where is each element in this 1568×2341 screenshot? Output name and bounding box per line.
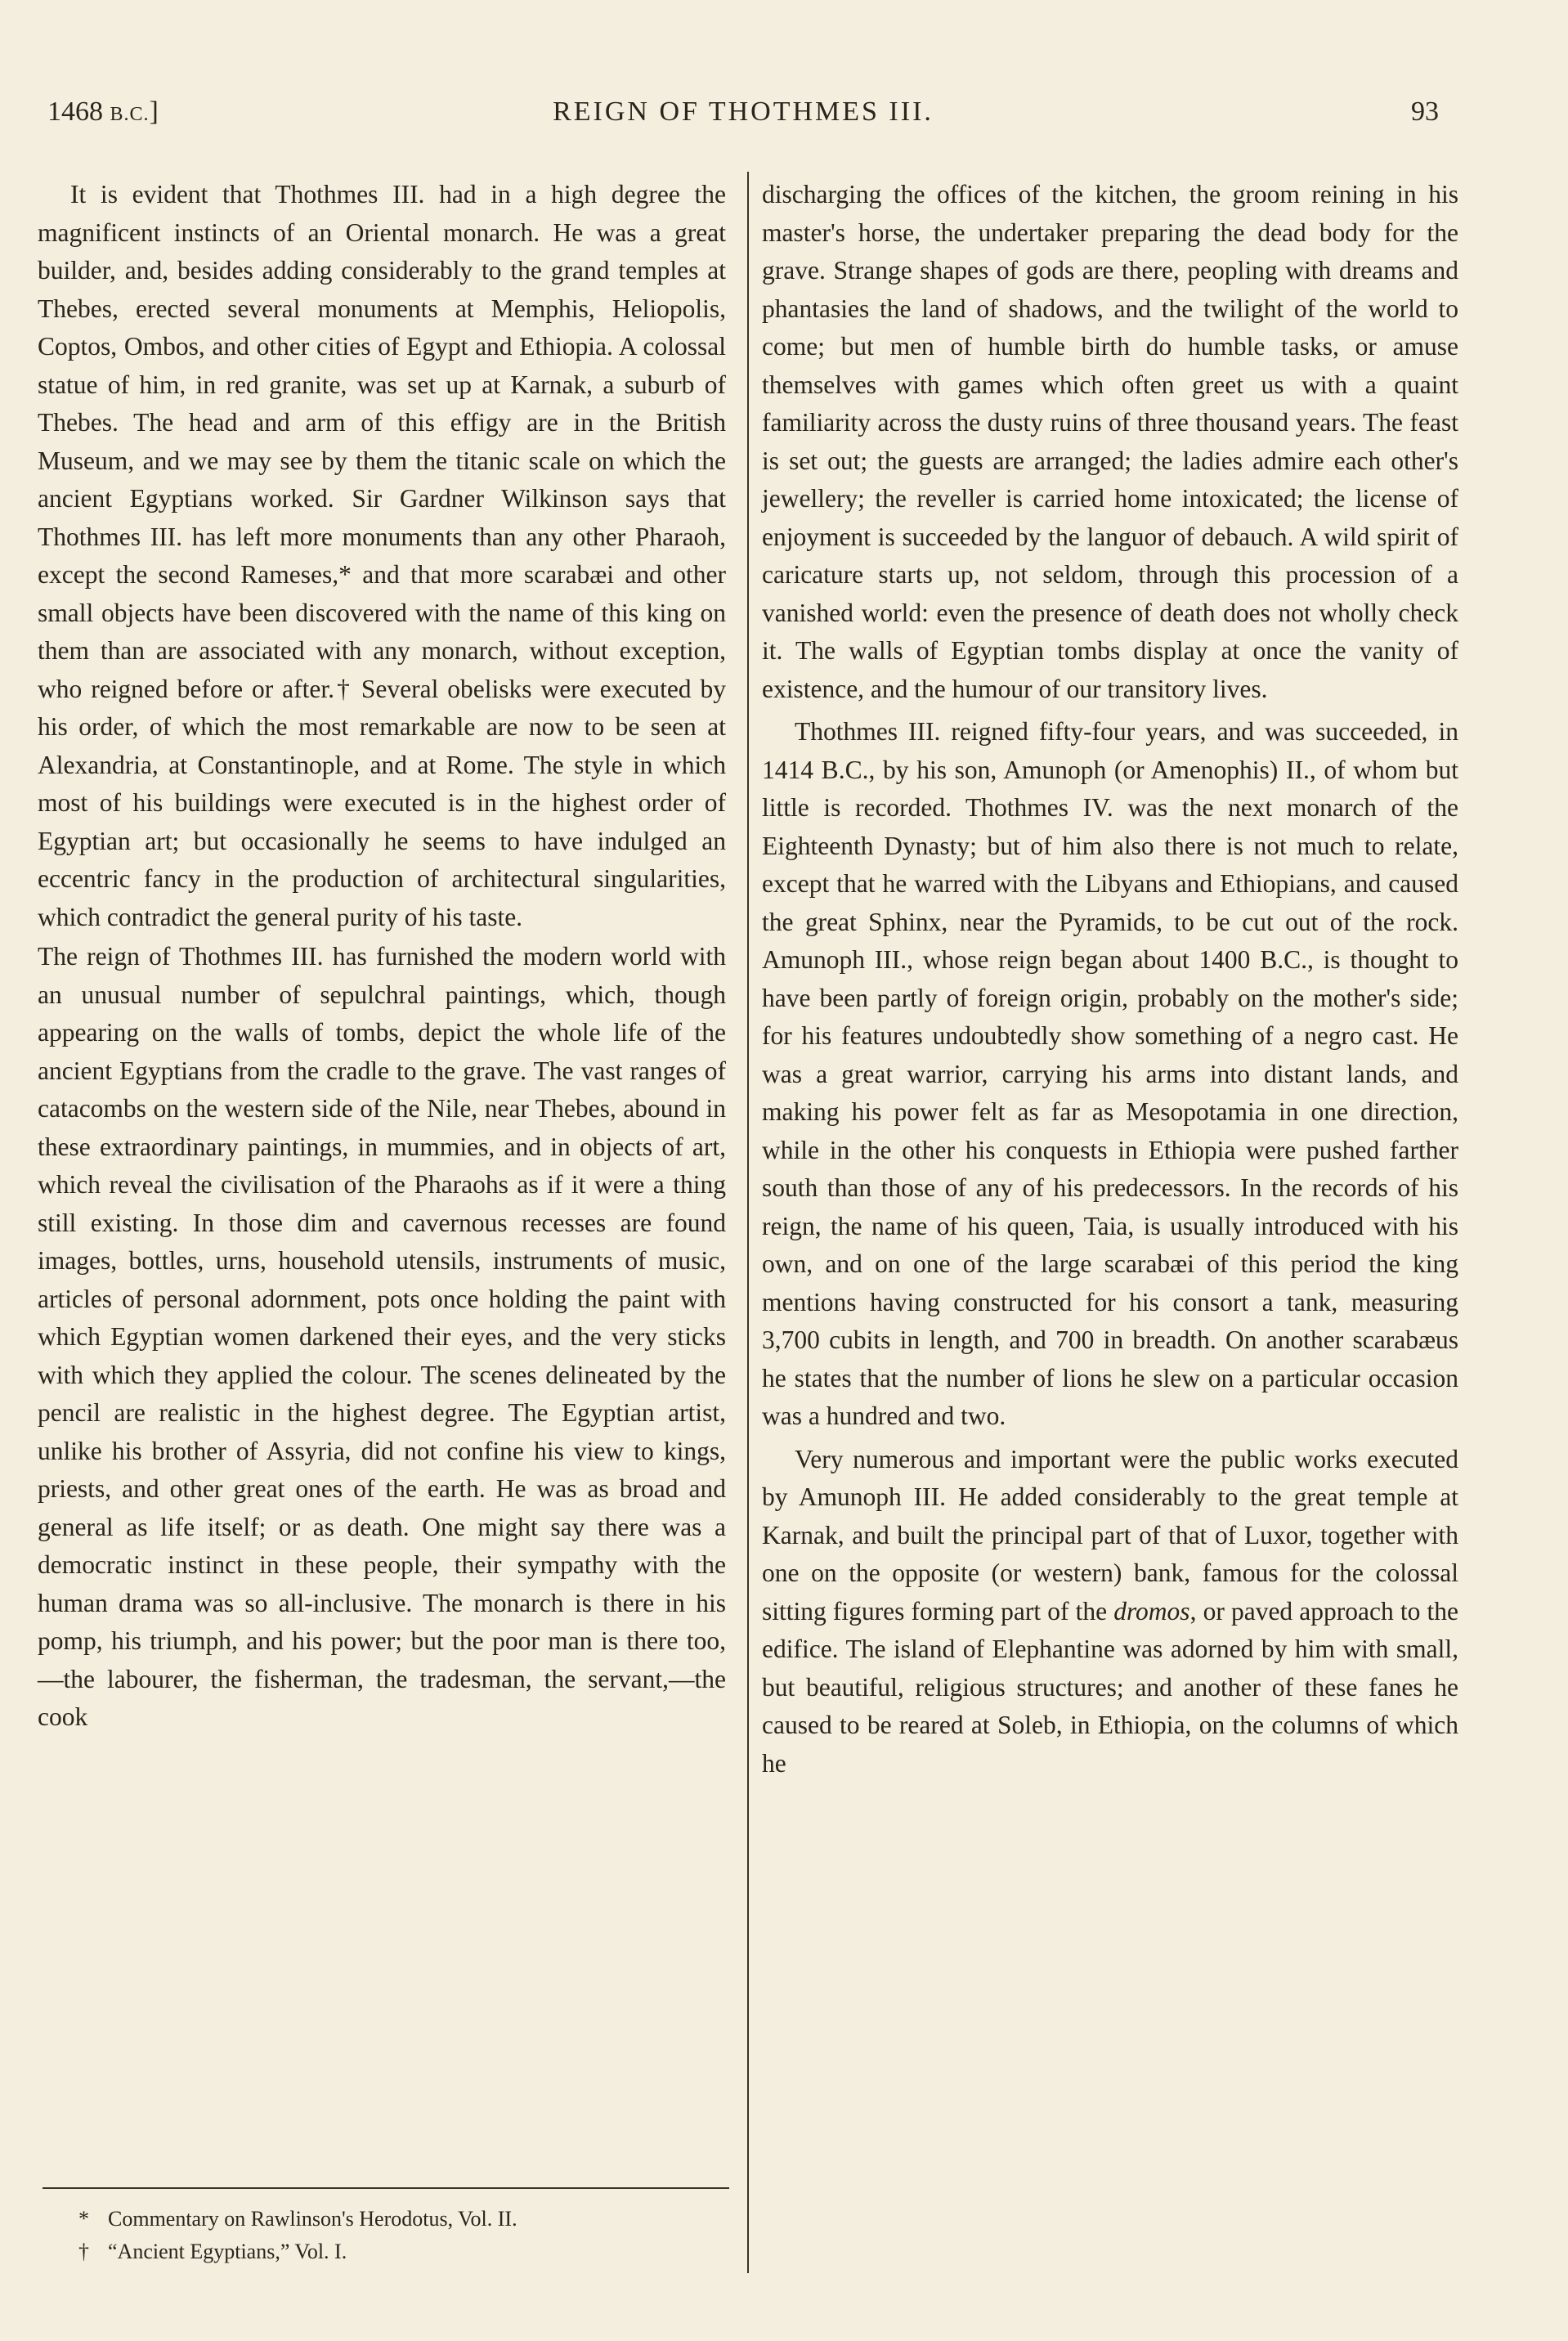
page-title: REIGN OF THOTHMES III. [553,96,934,127]
footnote [78,2203,724,2236]
paragraph: Thothmes III. reigned fifty-four years, and was succeeded, in 1414 B.C., by his son, Amunoph (or Amenophis) II., of whom but little is recorded. Thothmes IV. was the next monarch of the Eighteenth Dynasty; but of him also there is not much to relate, except that he warred with the Libyans and Ethiopians, and caused the great Sphinx, near the Pyramids, to be cut out of the rock. Amunoph III., whose reign began about 1400 B.C., is thought to have been partly of foreign origin, probably on the mother's side; for his features undoubtedly show something of a negro cast. He was a great warrior, carrying his arms into distant lands, and making his power felt as far as Mesopotamia in one direction, while in the other his conquests in Ethiopia were pushed farther south than those of any of his predecessors. In the records of his reign, the name of his queen, Taia, is usually introduced with his own, and on one of the large scarabæi of this period the king mentions having constructed for his consort a tank, measuring 3,700 cubits in length, and 700 in breadth. On another scarabæus he states that the number of lions he slew on a particular occasion was a hundred and two. [762,717,1458,1430]
footnote-text: Commentary on Rawlinson's Herodotus, Vol. II. [108,2207,517,2231]
running-header [47,96,1439,146]
footnote-mark: * [78,2207,89,2231]
footnote-text: “Ancient Egyptians,” Vol. I. [108,2240,347,2263]
page-number: 93 [1411,96,1439,127]
left-column [38,176,726,1737]
header-date-number: 1468 [47,96,103,127]
footnote [78,2236,724,2268]
column-divider [747,172,749,2273]
right-column [762,176,1458,1783]
paragraph: It is evident that Thothmes III. had in a high degree the magnificent instincts of an Oriental monarch. He was a great builder, and, besides adding considerably to the grand temples at Thebes, erected several monuments at Memphis, Heliopolis, Coptos, Ombos, and other cities of Egypt and Ethiopia. A colossal statue of him, in red granite, was set up at Karnak, a suburb of Thebes. The head and arm of this effigy are in the British Museum, and we may see by them the titanic scale on which the ancient Egyptians worked. Sir Gardner Wilkinson says that Thothmes III. has left more monuments than any other Pharaoh, except the second Rameses,* and that more scarabæi and other small objects have been discovered with the name of this king on them than are associated with any monarch, without exception, who reigned before or after.† Several obelisks were executed by his order, of which the most remarkable are now to be seen at Alexandria, at Constantinople, and at Rome. The style in which most of his buildings were executed is in the highest order of Egyptian art; but occasionally he seems to have indulged an eccentric fancy in the production of architectural singularities, which contradict the general purity of his taste. [38,180,726,931]
paragraph: The reign of Thothmes III. has furnished the modern world with an unusual number of sepulchral paintings, which, though appearing on the walls of tombs, depict the whole life of the ancient Egyptians from the cradle to the grave. The vast ranges of catacombs on the western side of the Nile, near Thebes, abound in these extraordinary paintings, in mummies, and in objects of art, which reveal the civilisation of the Pharaohs as if it were a thing still existing. In those dim and cavernous recesses are found images, bottles, urns, household utensils, instruments of music, articles of personal adornment, pots once holding the paint with which Egyptian women darkened their eyes, and the very sticks with which they applied the colour. The scenes delineated by the pencil are realistic in the highest degree. The Egyptian artist, unlike his brother of Assyria, did not confine his view to kings, priests, and other great ones of the earth. He was as broad and general as life itself; or as death. One might say there was a democratic instinct in these people, their sympathy with the human drama was so all-inclusive. The monarch is there in his pomp, his triumph, and his power; but the poor man is there too,—the labourer, the fisherman, the tradesman, the servant,—the cook [38,942,726,1731]
paragraph: discharging the offices of the kitchen, the groom reining in his master's horse, the undertaker preparing the dead body for the grave. Strange shapes of gods are there, peopling with dreams and phantasies the land of shadows, and the twilight of the world to come; but men of humble birth do humble tasks, or amuse themselves with games which often greet us with a quaint familiarity across the dusty ruins of three thousand years. The feast is set out; the guests are arranged; the ladies admire each other's jewellery; the reveller is carried home intoxicated; the license of enjoyment is succeeded by the languor of debauch. A wild spirit of caricature starts up, not seldom, through this procession of a vanished world: even the presence of death does not wholly check it. The walls of Egyptian tombs display at once the vanity of existence, and the humour of our transitory lives. [762,180,1458,703]
italic-term: dromos [1113,1596,1190,1626]
paragraph [762,1441,1458,1783]
header-date-bracket: ] [149,96,159,127]
header-date-era: B.C. [110,104,150,125]
footnote-rule [43,2187,729,2189]
footnotes [78,2203,724,2268]
footnote-mark: † [78,2240,89,2263]
paragraph-text: Very numerous and important were the public works executed by Amunoph III. He added considerably to the great temple at Karnak, and built the principal part of that of Luxor, together with one on the opposite (or western) bank, famous for the colossal sitting figures forming part of the [762,1444,1458,1626]
paragraph-text: , or paved approach to the edifice. The island of Elephantine was adorned by him with small, but beautiful, religious structures; and another of these fanes he caused to be reared at Soleb, in Ethiopia, on the columns of which he [762,1596,1458,1778]
